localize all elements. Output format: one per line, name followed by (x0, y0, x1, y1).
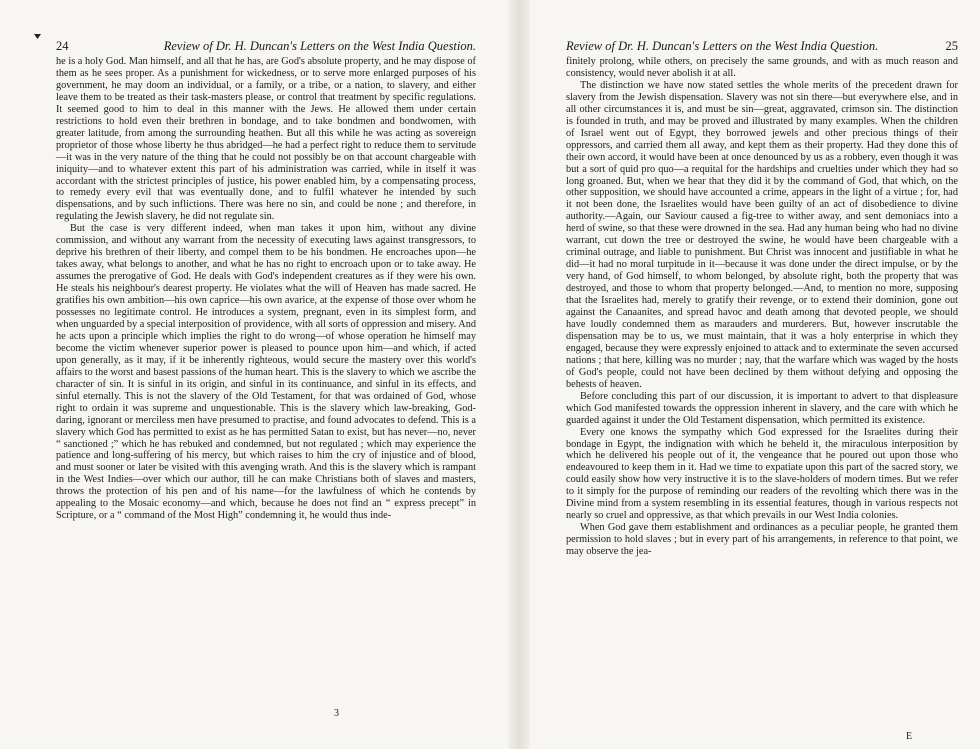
right-running-title: Review of Dr. H. Duncan's Letters on the West India Question. (566, 39, 879, 53)
right-paragraph-3: Before concluding this part of our discussion, it is important to advert to that displeasure which God manifested towards the oppression inherent in slavery, and the care with which he guarded against it under the Old Testament dispensation, which permitted its existence. (566, 390, 958, 426)
right-paragraph-5: When God gave them establishment and ordinances as a peculiar people, he granted them permission to hold slaves ; but in every part of his arrangements, in reference to that point, we may observe the jea- (566, 522, 958, 558)
right-page (566, 38, 958, 558)
right-page-footer: E (906, 731, 913, 742)
left-page-number: 24 (56, 39, 69, 53)
left-page-text (56, 56, 476, 522)
book-gutter (508, 0, 530, 749)
left-running-title: Review of Dr. H. Duncan's Letters on the West India Question. (163, 39, 476, 53)
left-page (56, 38, 476, 522)
left-page-header (56, 38, 476, 54)
left-paragraph-2: But the case is very different indeed, when man takes it upon him, without any divine commission, and without any warrant from the necessity of executing laws against transgressors, to deprive his brethren of their liberty, and compel them to be his bondmen. He encroaches upon—he takes away, what belongs to another, and what he has no right to encroach upon or to take away. He assumes the prerogative of God. He deals with God's independent creatures as if they were his own. He steals his neighbour's dearest property. He violates what the will of Heaven has made sacred. He gratifies his own ambition—his own caprice—his own avarice, at the expense of those over whom he possesses no legitimate control. He introduces a system, pregnant, even in its simplest form, and when unguarded by a special interposition of providence, with all sorts of oppression and misery. And he acts upon a principle which implies the right to do wrong—of whose operation he himself may become the victim whenever superior power is pleased to pounce upon him—and which, if acted upon generally, as it may, if it be inherently righteous, would secure the mastery over this world's affairs to the worst and basest passions of the human heart. This is the slavery to which we ascribe the character of sin. It is sinful in its origin, and sinful in its continuance, and sinful in its effects, and sinful eternally. This is not the slavery of the Old Testament, for that was ordained of God, whose right to ordain it was supreme and unquestionable. This is the slavery which law-breaking, God-daring, ignorant or merciless men have presumed to practise, and found advocates to defend. This is a slavery which God has permitted to exist as he has permitted Satan to exist, but has never—no, never “ sanctioned ;” which he has rebuked and condemned, but not regulated ; which may experience the patience and long-suffering of his mercy, but which raises to him the cry of injustice and of blood, and must sooner or later be visited with this avenging wrath. And this is the slavery which is rampant in the West Indies—over which our author, till he can make Christians both of slaves and masters, throws the protection of his pen and of his name—for the lawfulness of which he contends by appealing to the Mosaic economy—and which, because he does not find an “ express precept” in Scripture, or a “ command of the Most High” condemning it, he would thus inde- (56, 223, 476, 522)
right-paragraph-1: finitely prolong, while others, on precisely the same grounds, and with as much reason and consistency, would never abolish it at all. (566, 56, 958, 79)
right-page-text (566, 56, 958, 558)
corner-mark-icon (34, 34, 41, 39)
left-page-footer: 3 (334, 708, 339, 719)
right-paragraph-4: Every one knows the sympathy which God expressed for the Israelites during their bondage in Egypt, the indignation with which he beheld it, the miraculous interposition by which he delivered his people out of it, the vengeance that he poured out upon those who endeavoured to keep them in it. Had we time to expatiate upon this part of the sacred story, we could easily show how very instructive it is to the slave-holders of modern times. But we refer to it simply for the purpose of reminding our readers of the revolting which there was in the Divine mind from a system resembling in its essential features, though in various respects not nearly so cruel and oppressive, as that which prevails in our West India colonies. (566, 426, 958, 522)
right-page-number: 25 (945, 39, 958, 53)
left-paragraph-1: he is a holy God. Man himself, and all that he has, are God's absolute property, and he may dispose of them as he sees proper. As a punishment for wickedness, or to serve more enlarged purposes of his government, he may doom an individual, or a family, or a tribe, or a nation, to slavery, and either leave them to be treated as their task-masters please, or control that treatment by specific regulations. It seemed good to him to deal in this manner with the Jews. He allowed them under certain restrictions to hold even their brethren in bondage, and to take bondmen and bondwomen, with greater latitude, from among the surrounding heathen. But all this while he was acting as sovereign proprietor of those whose liberty he thus abridged—he had a perfect right to reduce them to servitude—it was in the very nature of the thing that he could not possibly be on that account chargeable with iniquity—and to whatever extent this part of his administration was carried, while in itself it was accordant with the strictest principles of justice, his power enabled him, by a compensating process, to remedy every evil that was eventually done, and to fulfil whatever he intended by such dispensations, and by such inflictions. There was here no sin, and could be none ; and therefore, in regulating the Jewish slavery, he did not regulate sin. (56, 56, 476, 223)
right-paragraph-2: The distinction we have now stated settles the whole merits of the precedent drawn for slavery from the Jewish dispensation. Slavery was not sin there—but everywhere else, and in all other circumstances it is, and must be sin—great, aggravated, crimson sin. The distinction is founded in truth, and may be proved and illustrated by many examples. When the children of Israel went out of Egypt, they borrowed jewels and other precious things of their oppressors, and carried them all away, and kept them as their property. Had they done this of their own accord, it would have been at once denounced by us as a robbery, even though it was but a sort of quid pro quo—a requital for the hardships and cruelties under which they had so long groaned. But, when we hear that they did it by the command of God, that which, on the other supposition, we should have accounted a crime, appears in the light of a virtue ; for, had it not been done, the Israelites would have been guilty of an act of disobedience to divine authority.—Again, our Saviour caused a fig-tree to wither away, and sent demoniacs into a herd of swine, so that these were drowned in the sea. Had any human being who had no divine warrant, cut down the tree or destroyed the swine, he would have been chargeable with a criminal outrage, and liable to punishment. But Christ was innocent and justifiable in what he did—it had no moral turpitude in it—because it was done under the direct impulse, or by the very hand, of God himself, to whom belonged, by absolute right, both the property that was destroyed, and those to whom that property belonged.—And, to mention no more, supposing that the Israelites had, merely to gratify their revenge, or to extend their dominion, gone out against the Canaanites, and spread havoc and death among that devoted people, we should have loudly condemned them as marauders and murderers. But, however inscrutable the dispensation may be to us, we must maintain, that it was a holy enterprise in which they engaged, because they were expressly enjoined to attack and to exterminate the seven accursed nations ; that here, killing was no murder ; nay, that the warfare which was waged by the hosts of God's people, could not have been declined by them without defying and opposing the behests of heaven. (566, 79, 958, 390)
right-page-header (566, 38, 958, 54)
